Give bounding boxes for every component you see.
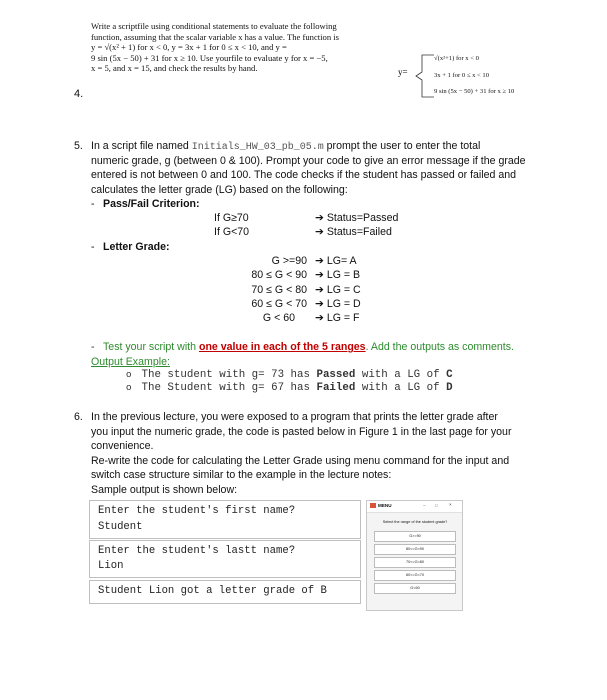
problem4-line: function, assuming that the scalar variable x has a value. The function is xyxy=(91,31,340,42)
menu-option-button[interactable]: 80<=G<90 xyxy=(374,544,456,555)
problem6-line: you input the numeric grade, the code is pasted below in Figure 1 in the last page for your xyxy=(91,426,512,438)
menu-titlebar xyxy=(367,501,462,513)
problem4-number: 4. xyxy=(74,88,84,100)
letter-result: ➔ LG = C xyxy=(315,284,361,296)
problem5-number: 5. xyxy=(74,140,83,152)
piecewise-y-label: y= xyxy=(398,67,408,77)
output-example-line: o The Student with g= 67 has Failed with a LG of D xyxy=(126,382,453,394)
sample-output-box-first-name xyxy=(89,500,361,539)
matlab-logo-icon xyxy=(370,503,376,508)
problem6-line: convenience. xyxy=(91,440,154,452)
problem4-text xyxy=(91,21,391,74)
passfail-condition: If G<70 xyxy=(214,226,250,238)
menu-option-button[interactable]: 60<=G<70 xyxy=(374,570,456,581)
problem5-intro-b: prompt the user to enter the total xyxy=(323,140,481,152)
dash-bullet-icon: - xyxy=(91,341,95,353)
sample-result: Student Lion got a letter grade of B xyxy=(98,585,327,597)
piecewise-case: 3x + 1 for 0 ≤ x < 10 xyxy=(434,72,490,79)
letter-grade-heading: - Letter Grade: xyxy=(91,241,170,253)
problem5-filename: Initials_HW_03_pb_05.m xyxy=(191,142,324,153)
passfail-condition: If G≥70 xyxy=(214,212,249,224)
passfail-heading: - Pass/Fail Criterion: xyxy=(91,198,200,210)
menu-option-button[interactable]: G<60 xyxy=(374,583,456,594)
letter-result: ➔ LG = B xyxy=(315,269,361,281)
circle-bullet-icon: o xyxy=(126,370,132,380)
letter-condition: 70 ≤ G < 80 xyxy=(251,284,307,296)
letter-condition: 60 ≤ G < 70 xyxy=(251,298,307,310)
maximize-icon[interactable]: □ xyxy=(435,503,438,508)
problem6-line: switch case structure similar to the example in the lecture notes: xyxy=(91,469,392,481)
problem4-line: Write a scriptfile using conditional statements to evaluate the following xyxy=(91,21,337,31)
curly-brace-icon xyxy=(410,52,436,100)
problem5-line: entered is not between 0 and 100. The code checks if the student has passed or failed and xyxy=(91,169,517,181)
sample-prompt: Enter the student's lastt name? xyxy=(98,545,296,557)
sample-answer: Lion xyxy=(98,560,124,572)
passfail-result: ➔ Status=Passed xyxy=(315,212,399,224)
letter-result: ➔ LG = F xyxy=(315,312,360,324)
letter-condition: 80 ≤ G < 90 xyxy=(251,269,307,281)
menu-window xyxy=(366,500,463,611)
sample-answer: Student xyxy=(98,521,143,533)
sample-output-box-last-name xyxy=(89,540,361,578)
close-icon[interactable]: × xyxy=(449,502,452,507)
piecewise-case: 9 sin (5x − 50) + 31 for x ≥ 10 xyxy=(434,88,515,95)
output-example-label: Output Example: xyxy=(91,356,170,368)
menu-option-button[interactable]: G>=90 xyxy=(374,531,456,542)
minimize-icon[interactable]: − xyxy=(423,503,426,508)
passfail-result: ➔ Status=Failed xyxy=(315,226,392,238)
letter-result: ➔ LG= A xyxy=(315,255,357,267)
letter-result: ➔ LG = D xyxy=(315,298,361,310)
problem6-number: 6. xyxy=(74,411,83,423)
problem4-line: y = √(x² + 1) for x < 0, y = 3x + 1 for 0 ≤ x < 10, and y = xyxy=(91,42,287,53)
problem4-line: x = 5, and x = 15, and check the results by hand. xyxy=(91,63,258,74)
menu-option-button[interactable]: 70<=G<80 xyxy=(374,557,456,568)
dash-bullet-icon: - xyxy=(91,198,95,210)
sample-output-box-result xyxy=(89,580,361,604)
letter-condition: G < 60 xyxy=(262,312,295,324)
piecewise-case: √(x²+1) for x < 0 xyxy=(434,55,479,62)
piecewise-function xyxy=(398,52,548,100)
letter-condition: G >=90 xyxy=(271,255,307,267)
dash-bullet-icon: - xyxy=(91,241,95,253)
problem4-line: 9 sin (5x − 50) + 31 for x ≥ 10. Use yourfile to evaluate y for x = −5, xyxy=(91,52,328,63)
menu-prompt: Select the range of the student grade? xyxy=(382,520,448,524)
problem5-intro-a: In a script file named xyxy=(91,140,192,152)
test-instruction: - Test your script with one value in each of the 5 ranges. Add the outputs as comments. xyxy=(91,341,514,353)
sample-prompt: Enter the student's first name? xyxy=(98,505,296,517)
problem6-line: Re-write the code for calculating the Letter Grade using menu command for the input and xyxy=(91,455,510,467)
output-example-line: o The student with g= 73 has Passed with a LG of C xyxy=(126,369,453,381)
menu-title: MENU xyxy=(378,503,392,508)
problem6-line: In the previous lecture, you were exposed to a program that prints the letter grade after xyxy=(91,411,498,423)
problem6-line: Sample output is shown below: xyxy=(91,484,238,496)
problem5-line: calculates the letter grade (LG) based on the following: xyxy=(91,184,348,196)
problem5-line: numeric grade, g (between 0 & 100). Prompt your code to give an error message if the grade xyxy=(91,155,526,167)
circle-bullet-icon: o xyxy=(126,383,132,393)
